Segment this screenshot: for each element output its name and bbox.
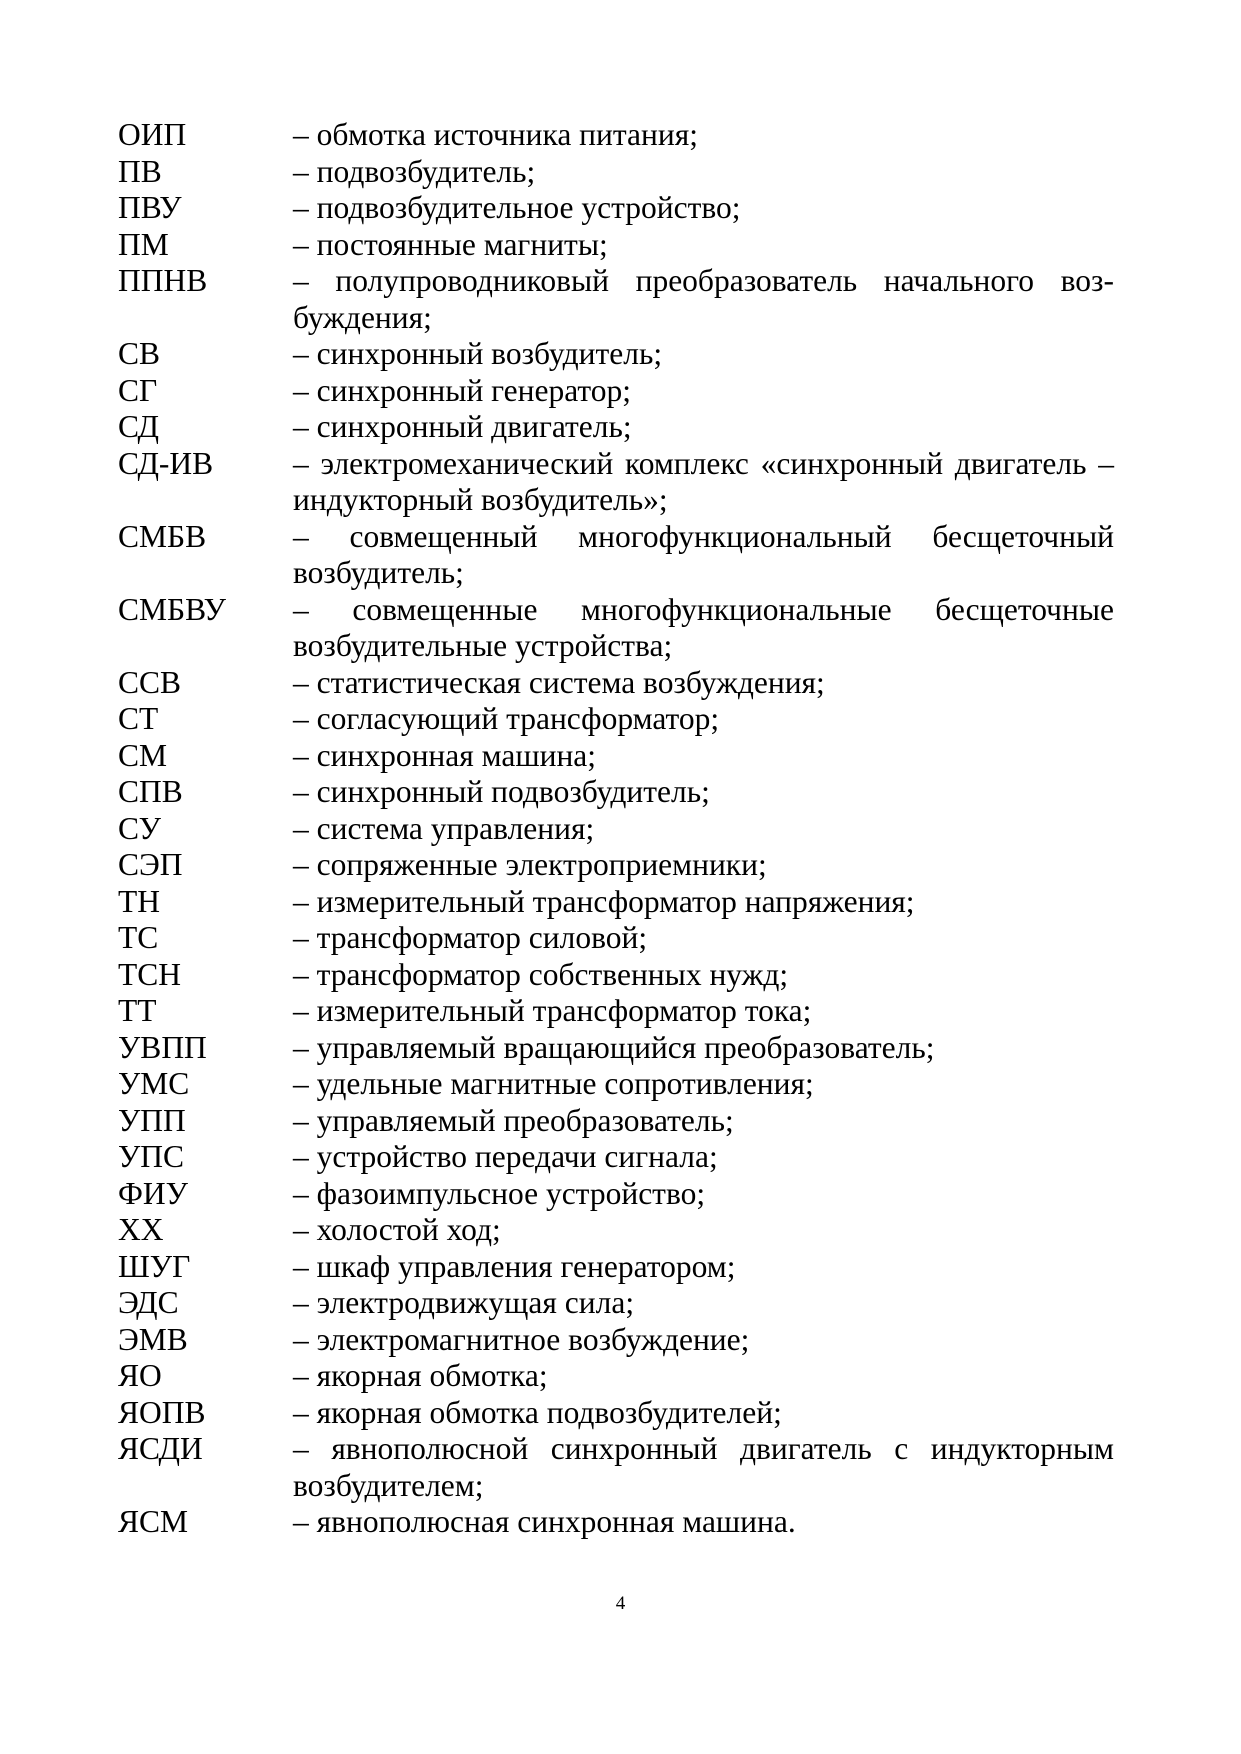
list-item [118, 1395, 1114, 1432]
list-item [118, 117, 1114, 154]
abbreviation-term: ЭДС [118, 1285, 179, 1320]
list-item [118, 409, 1114, 446]
list-item [118, 1066, 1114, 1103]
abbreviation-term: ТСН [118, 956, 181, 992]
list-item [118, 884, 1114, 921]
list-item [118, 227, 1114, 264]
abbreviation-definition: – обмотка источника питания; [293, 117, 698, 152]
list-item [118, 1322, 1114, 1359]
list-item [118, 373, 1114, 410]
abbreviation-term: ЯСДИ [118, 1431, 203, 1466]
abbreviation-definition: – измерительный трансформатор напряжения; [293, 883, 915, 919]
abbreviation-term: ЯО [118, 1358, 162, 1393]
list-item [118, 993, 1114, 1030]
abbreviation-definition: – холостой ход; [293, 1212, 501, 1247]
abbreviation-definition: – явнополюсная синхронная машина. [293, 1504, 796, 1539]
abbreviation-term: ППНВ [118, 263, 208, 298]
abbreviation-term: ПМ [118, 226, 169, 262]
list-item [118, 738, 1114, 775]
list-item [118, 701, 1114, 738]
abbreviation-term: СМ [118, 737, 168, 773]
abbreviation-definition: – явнополюсной синхронный двигатель с индукторным возбудителем; [293, 1431, 1114, 1503]
abbreviation-term: ЯОПВ [118, 1394, 206, 1430]
abbreviation-term: ПВ [118, 153, 162, 189]
abbreviation-term: ССВ [118, 664, 182, 700]
abbreviation-definition: – трансформатор силовой; [293, 920, 648, 955]
abbreviation-term: ТС [118, 920, 159, 955]
abbreviation-definition: – измерительный трансформатор тока; [293, 993, 812, 1028]
abbreviation-definition: – согласующий трансформатор; [293, 701, 720, 736]
abbreviation-term: ТТ [118, 993, 157, 1028]
abbreviation-definition: – совмещенные многофункциональные бесщеточные возбудительные устройства; [293, 591, 1114, 663]
list-item [118, 190, 1114, 227]
abbreviation-term: ФИУ [118, 1175, 188, 1211]
abbreviation-definition: – синхронный генератор; [293, 372, 632, 408]
abbreviation-definition: – шкаф управления генератором; [293, 1248, 736, 1284]
abbreviation-definition: – трансформатор собственных нужд; [293, 956, 789, 992]
abbreviation-definition: – фазоимпульсное устройство; [293, 1175, 706, 1211]
abbreviation-definition: – управляемый преобразователь; [293, 1102, 734, 1138]
abbreviation-definition: – управляемый вращающийся преобразователь; [293, 1029, 935, 1065]
list-item [118, 1030, 1114, 1067]
abbreviation-definition: – синхронный двигатель; [293, 409, 632, 444]
list-item [118, 1139, 1114, 1176]
abbreviation-term: ЯСМ [118, 1504, 189, 1539]
abbreviation-definition: – подвозбудитель; [293, 153, 536, 189]
abbreviation-term: СГ [118, 372, 158, 408]
abbreviation-term: УПП [118, 1102, 186, 1138]
abbreviation-definition: – синхронная машина; [293, 737, 597, 773]
list-item [118, 1504, 1114, 1541]
abbreviation-term: ШУГ [118, 1248, 191, 1284]
abbreviation-term: УПС [118, 1139, 185, 1174]
abbreviation-term: СПВ [118, 774, 183, 809]
abbreviation-definition: – устройство передачи сигнала; [293, 1139, 718, 1174]
abbreviation-term: СМБВУ [118, 591, 226, 627]
abbreviation-term: ОИП [118, 117, 187, 152]
abbreviation-definition: – электродвижущая сила; [293, 1285, 635, 1320]
abbreviation-term: ПВУ [118, 190, 182, 225]
abbreviation-term: СД-ИВ [118, 445, 214, 481]
abbreviation-definition: – система управления; [293, 810, 595, 846]
abbreviation-definition: – сопряженные электроприемники; [293, 847, 767, 882]
abbreviation-term: СМБВ [118, 518, 207, 554]
abbreviation-list [118, 117, 1114, 1541]
abbreviation-definition: – постоянные магниты; [293, 226, 608, 262]
abbreviation-term: ЭМВ [118, 1321, 188, 1357]
page-number: 4 [615, 1593, 626, 1614]
abbreviation-term: СУ [118, 810, 161, 846]
abbreviation-definition: – синхронный возбудитель; [293, 336, 663, 371]
list-item [118, 1431, 1114, 1504]
list-item [118, 1358, 1114, 1395]
list-item [118, 957, 1114, 994]
abbreviation-term: ТН [118, 883, 160, 919]
abbreviation-definition: – электромеханический комплекс «синхронный двигатель – индукторный возбудитель»; [293, 445, 1114, 517]
list-item [118, 1285, 1114, 1322]
abbreviation-term: СЭП [118, 847, 183, 882]
abbreviation-term: ХХ [118, 1212, 164, 1247]
list-item [118, 336, 1114, 373]
list-item [118, 1176, 1114, 1213]
list-item [118, 446, 1114, 519]
abbreviation-definition: – статистическая система возбуждения; [293, 664, 825, 700]
list-item [118, 847, 1114, 884]
list-item [118, 154, 1114, 191]
list-item [118, 1249, 1114, 1286]
list-item [118, 519, 1114, 592]
abbreviation-definition: – электромагнитное возбуждение; [293, 1321, 750, 1357]
list-item [118, 665, 1114, 702]
abbreviation-definition: – якорная обмотка подвозбудителей; [293, 1394, 782, 1430]
list-item [118, 263, 1114, 336]
abbreviation-definition: – совмещенный многофункциональный бесщеточный возбудитель; [293, 518, 1114, 590]
abbreviation-definition: – полупроводниковый преобразователь начального возбуждения; [293, 263, 1114, 335]
abbreviation-term: УВПП [118, 1029, 207, 1065]
abbreviation-definition: – синхронный подвозбудитель; [293, 774, 710, 809]
list-item [118, 920, 1114, 957]
list-item [118, 811, 1114, 848]
abbreviation-definition: – якорная обмотка; [293, 1358, 548, 1393]
abbreviation-definition: – удельные магнитные сопротивления; [293, 1066, 814, 1101]
list-item [118, 592, 1114, 665]
abbreviation-term: СД [118, 409, 159, 444]
list-item [118, 1103, 1114, 1140]
abbreviation-definition: – подвозбудительное устройство; [293, 190, 741, 225]
list-item [118, 1212, 1114, 1249]
abbreviation-term: УМС [118, 1066, 190, 1101]
abbreviation-term: СВ [118, 336, 161, 371]
list-item [118, 774, 1114, 811]
abbreviation-term: СТ [118, 701, 159, 736]
